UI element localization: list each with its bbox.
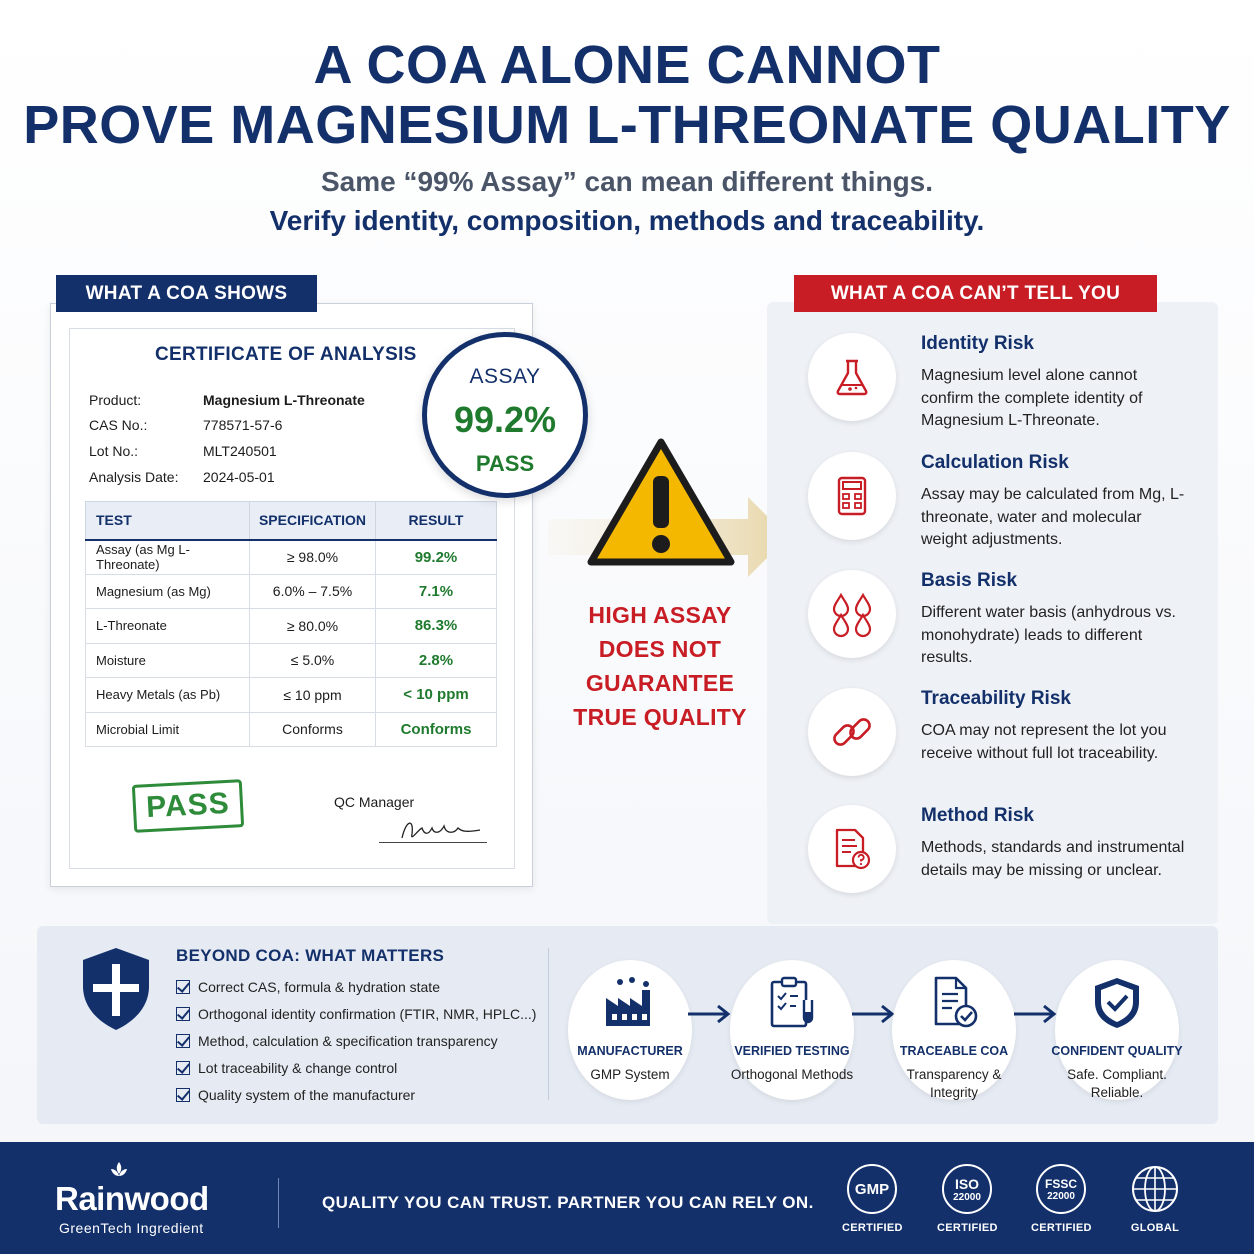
- checklist-text: Method, calculation & specification transparency: [198, 1033, 498, 1049]
- risk-title: Method Risk: [921, 805, 1034, 826]
- badge-label: CERTIFIED: [842, 1222, 903, 1234]
- shield-cross-icon: [81, 946, 151, 1032]
- flow-step-traceable-coa: [892, 960, 1016, 1100]
- checkbox-checked-icon: [176, 1088, 190, 1102]
- test-cell: Heavy Metals (as Pb): [86, 678, 250, 713]
- risk-description: Magnesium level alone cannot confirm the complete identity of Magnesium L-Threonate.: [921, 367, 1143, 429]
- spec-cell: ≤ 5.0%: [250, 643, 376, 678]
- result-cell: 99.2%: [376, 540, 497, 575]
- globe-icon: [1130, 1164, 1180, 1214]
- cert-field-label: CAS No.:: [89, 417, 148, 433]
- checklist-text: Lot traceability & change control: [198, 1060, 398, 1076]
- spec-cell: Conforms: [250, 712, 376, 747]
- result-cell: Conforms: [376, 712, 497, 747]
- checklist-text: Orthogonal identity confirmation (FTIR, NMR, HPLC...): [198, 1006, 537, 1022]
- risk-description: COA may not represent the lot you receive without full lot traceability.: [921, 722, 1167, 762]
- badge-label: GLOBAL: [1130, 1222, 1180, 1234]
- test-cell: Magnesium (as Mg): [86, 574, 250, 609]
- assay-value: 99.2%: [453, 399, 557, 440]
- checklist-text: Quality system of the manufacturer: [198, 1087, 416, 1103]
- brand-logo: Rainwood: [55, 1180, 209, 1217]
- cert-field-label: Lot No.:: [89, 443, 139, 459]
- beyond-title: BEYOND COA: WHAT MATTERS: [176, 946, 445, 965]
- flow-step-desc: Safe. Compliant. Reliable.: [1067, 1067, 1167, 1100]
- cert-field-value: MLT240501: [203, 443, 277, 459]
- flow-step-title: TRACEABLE COA: [899, 1044, 1009, 1058]
- test-cell: Assay (as Mg L-Threonate): [86, 540, 250, 575]
- table-row: [86, 609, 497, 644]
- water-drops-icon: [808, 570, 896, 658]
- flow-arrow-icon: [850, 1003, 896, 1025]
- what-coa-cant-tell-tag: WHAT A COA CAN’T TELL YOU: [794, 275, 1157, 312]
- footer-divider: [278, 1178, 279, 1228]
- flow-step-confident-quality: [1051, 960, 1183, 1100]
- certificate-title: CERTIFICATE OF ANALYSIS: [155, 344, 417, 365]
- signature-line: [379, 842, 487, 843]
- assay-status: PASS: [475, 451, 535, 476]
- qc-manager-label: QC Manager: [334, 794, 415, 810]
- warning-line: HIGH ASSAY: [588, 602, 732, 628]
- checklist-item: [176, 1060, 397, 1076]
- cert-field-cas: [89, 417, 282, 433]
- flow-step-title: VERIFIED TESTING: [734, 1044, 850, 1058]
- iso-badge: [937, 1164, 997, 1234]
- cert-field-label: Product:: [89, 392, 142, 408]
- chain-link-icon: [808, 688, 896, 776]
- footer-tagline: QUALITY YOU CAN TRUST. PARTNER YOU CAN RELY ON.: [322, 1193, 814, 1212]
- signature-image: [396, 812, 486, 846]
- brand-subtitle: GreenTech Ingredient: [59, 1220, 204, 1236]
- leaf-logo-icon: [108, 1160, 130, 1182]
- risk-title: Traceability Risk: [921, 688, 1071, 709]
- checklist-text: Correct CAS, formula & hydration state: [198, 979, 440, 995]
- fssc-seal-icon: [1036, 1164, 1086, 1214]
- checkbox-checked-icon: [176, 1007, 190, 1021]
- spec-cell: ≥ 80.0%: [250, 609, 376, 644]
- cert-field-lot: [89, 443, 277, 459]
- warning-line: DOES NOT: [598, 636, 722, 662]
- document-check-icon: [926, 974, 982, 1030]
- flask-icon: [808, 333, 896, 421]
- warning-line: TRUE QUALITY: [573, 704, 747, 730]
- spec-cell: ≥ 98.0%: [250, 540, 376, 575]
- clipboard-test-icon: [764, 974, 820, 1030]
- risk-title: Basis Risk: [921, 570, 1018, 591]
- shield-check-icon: [1089, 974, 1145, 1030]
- checklist-item: [176, 1033, 498, 1049]
- gmp-badge: [842, 1164, 902, 1234]
- checklist-item: [176, 979, 440, 995]
- table-row: [86, 712, 497, 747]
- coa-results-table: [85, 501, 497, 747]
- flow-arrow-icon: [686, 1003, 732, 1025]
- subtitle-line2: Verify identity, composition, methods and traceability.: [269, 205, 985, 236]
- column-header-test: TEST: [86, 502, 250, 540]
- document-question-icon: [808, 805, 896, 893]
- table-row: [86, 643, 497, 678]
- cert-field-value: 778571-57-6: [203, 417, 283, 433]
- iso-seal-icon: [942, 1164, 992, 1214]
- assay-badge: [422, 332, 588, 498]
- flow-step-title: MANUFACTURER: [577, 1044, 683, 1058]
- subtitle-line1: Same “99% Assay” can mean different things.: [320, 166, 934, 197]
- column-header-result: RESULT: [376, 502, 497, 540]
- risk-description: Different water basis (anhydrous vs. monohydrate) leads to different results.: [921, 604, 1176, 666]
- spec-cell: ≤ 10 ppm: [250, 678, 376, 713]
- flow-step-verified-testing: [730, 960, 854, 1100]
- checklist-item: [176, 1006, 536, 1022]
- checkbox-checked-icon: [176, 980, 190, 994]
- badge-top-text: FSSC: [1044, 1176, 1077, 1191]
- flow-step-desc: Transparency & Integrity: [906, 1067, 1002, 1100]
- flow-arrow-icon: [1012, 1003, 1058, 1025]
- what-coa-shows-tag: WHAT A COA SHOWS: [56, 275, 317, 312]
- cert-field-product: [89, 392, 365, 408]
- pass-stamp: PASS: [132, 779, 244, 833]
- warning-message: [560, 598, 760, 734]
- global-badge: [1125, 1164, 1185, 1234]
- page-title-line2: PROVE MAGNESIUM L-THREONATE QUALITY: [23, 95, 1231, 155]
- table-row: [86, 540, 497, 575]
- badge-top-text: GMP: [854, 1180, 890, 1198]
- cert-field-date: [89, 469, 275, 485]
- spec-cell: 6.0% – 7.5%: [250, 574, 376, 609]
- flow-step-desc: GMP System: [590, 1067, 670, 1082]
- checkbox-checked-icon: [176, 1034, 190, 1048]
- table-header-row: [86, 502, 497, 540]
- flow-step-title: CONFIDENT QUALITY: [1051, 1044, 1183, 1058]
- risk-title: Calculation Risk: [921, 452, 1069, 473]
- warning-icon: [586, 436, 736, 568]
- test-cell: Moisture: [86, 643, 250, 678]
- flow-step-manufacturer: [568, 960, 692, 1100]
- badge-label: CERTIFIED: [1031, 1222, 1092, 1234]
- checkbox-checked-icon: [176, 1061, 190, 1075]
- flow-step-desc: Orthogonal Methods: [730, 1067, 854, 1082]
- cert-field-label: Analysis Date:: [89, 469, 179, 485]
- badge-label: CERTIFIED: [937, 1222, 998, 1234]
- column-header-spec: SPECIFICATION: [250, 502, 376, 540]
- section-divider: [548, 948, 549, 1100]
- table-row: [86, 574, 497, 609]
- calculator-icon: [808, 452, 896, 540]
- risk-description: Assay may be calculated from Mg, L-threonate, water and molecular weight adjustments.: [921, 486, 1185, 548]
- test-cell: Microbial Limit: [86, 712, 250, 747]
- risk-title: Identity Risk: [921, 333, 1034, 354]
- result-cell: 86.3%: [376, 609, 497, 644]
- gmp-seal-icon: [847, 1164, 897, 1214]
- cert-field-value: Magnesium L-Threonate: [203, 392, 365, 408]
- badge-bottom-text: 22000: [953, 1191, 981, 1203]
- badge-bottom-text: 22000: [1047, 1190, 1075, 1202]
- badge-top-text: ISO: [954, 1175, 980, 1192]
- table-row: [86, 678, 497, 713]
- risk-description: Methods, standards and instrumental details may be missing or unclear.: [921, 839, 1185, 879]
- assay-label: ASSAY: [469, 365, 541, 388]
- cert-field-value: 2024-05-01: [203, 469, 275, 485]
- result-cell: 2.8%: [376, 643, 497, 678]
- result-cell: < 10 ppm: [376, 678, 497, 713]
- test-cell: L-Threonate: [86, 609, 250, 644]
- result-cell: 7.1%: [376, 574, 497, 609]
- fssc-badge: [1031, 1164, 1091, 1234]
- warning-line: GUARANTEE: [585, 670, 735, 696]
- checklist-item: [176, 1087, 415, 1103]
- factory-icon: [602, 974, 658, 1030]
- page-title-line1: A COA ALONE CANNOT: [313, 35, 941, 95]
